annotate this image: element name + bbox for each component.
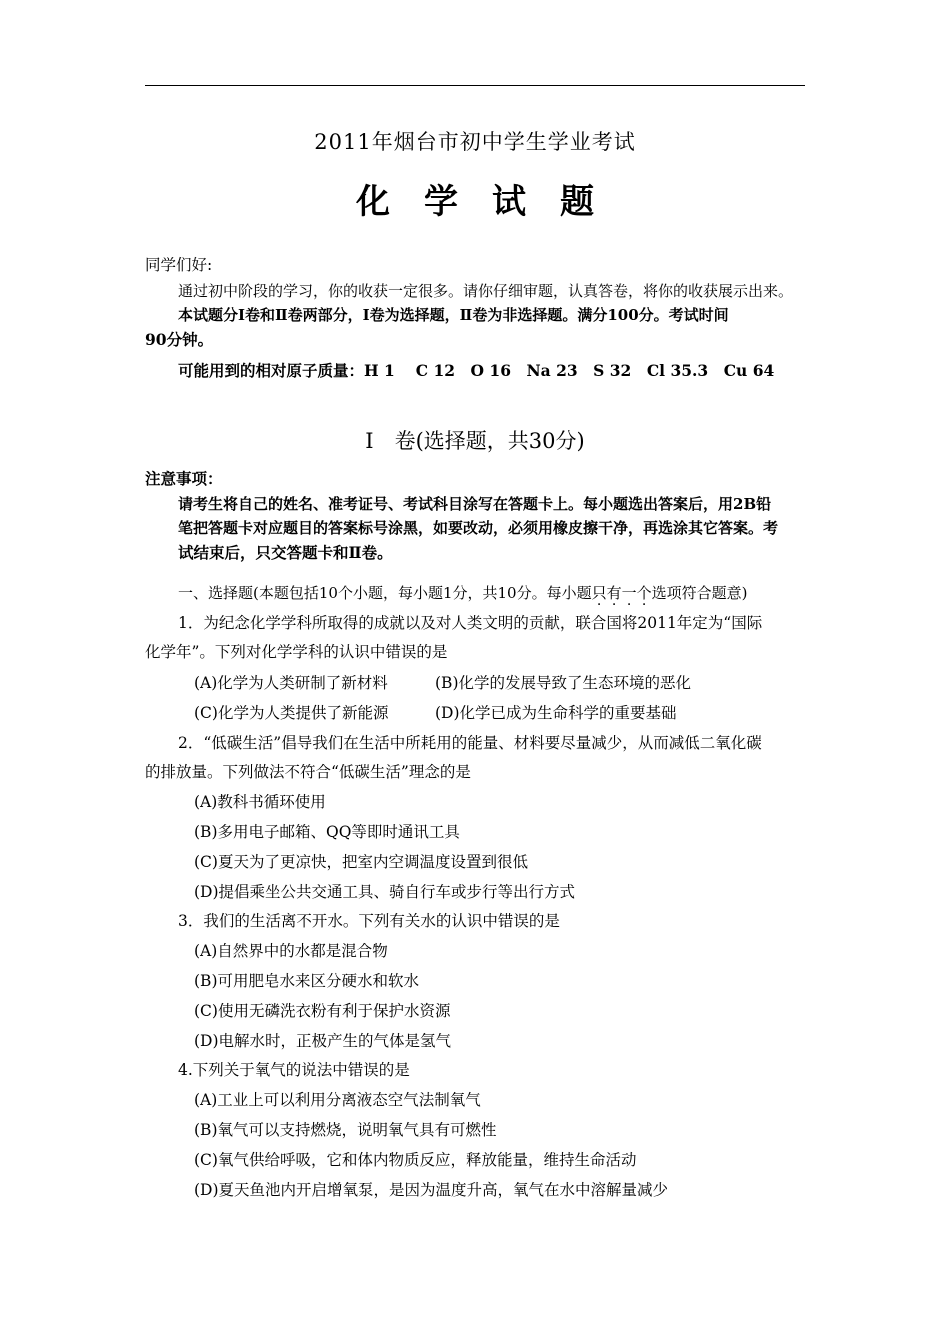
q4-option-c: (C)氧气供给呼吸，它和体内物质反应，释放能量，维持生命活动 — [194, 1151, 637, 1169]
section1-suffix: 选项符合题意) — [651, 584, 748, 602]
header-rule — [145, 85, 805, 86]
notice-heading: 注意事项： — [145, 469, 223, 488]
part1-title: Ⅰ 卷(选择题，共30分) — [365, 429, 585, 453]
rules-line-2: 90分钟。 — [145, 330, 214, 349]
q1-option-c: (C)化学为人类提供了新能源 — [194, 704, 389, 722]
rules-line-1: 本试题分Ⅰ卷和Ⅱ卷两部分，Ⅰ卷为选择题，Ⅱ卷为非选择题。满分100分。考试时间 — [178, 306, 729, 324]
emphasis-char: 有 — [606, 584, 622, 602]
section1-prefix: 一、选择题(本题包括10个小题，每小题1分，共10分。每小题 — [178, 584, 592, 602]
q2-line-1: 2．“低碳生活”倡导我们在生活中所耗用的能量、材料要尽量减少，从而减低二氧化碳 — [178, 734, 762, 752]
emphasis-char: 只 — [591, 584, 607, 602]
q1-line-1: 1．为纪念化学学科所取得的成就以及对人类文明的贡献，联合国将2011年定为“国际 — [178, 614, 763, 632]
q3-option-a: (A)自然界中的水都是混合物 — [194, 942, 388, 960]
section1-heading — [178, 583, 748, 603]
q4-option-b: (B)氧气可以支持燃烧，说明氧气具有可燃性 — [194, 1121, 497, 1139]
atomic-masses: 可能用到的相对原子质量：H 1 C 12 O 16 Na 23 S 32 Cl 35.3 Cu 64 — [178, 361, 775, 380]
q1-option-d: (D)化学已成为生命科学的重要基础 — [435, 704, 677, 722]
q3-option-d: (D)电解水时，正极产生的气体是氢气 — [194, 1032, 452, 1050]
q1-option-a: (A)化学为人类研制了新材料 — [194, 674, 388, 692]
q2-line-2: 的排放量。下列做法不符合“低碳生活”理念的是 — [145, 763, 471, 781]
emphasis-char: 一 — [621, 584, 637, 602]
subject-title: 化 学 试 题 — [356, 182, 594, 222]
q2-option-b: (B)多用电子邮箱、QQ等即时通讯工具 — [194, 823, 460, 841]
exam-title: 2011年烟台市初中学生学业考试 — [314, 130, 636, 154]
q4-option-a: (A)工业上可以利用分离液态空气法制氧气 — [194, 1091, 481, 1109]
q3-option-b: (B)可用肥皂水来区分硬水和软水 — [194, 972, 419, 990]
q3-option-c: (C)使用无磷洗衣粉有利于保护水资源 — [194, 1002, 451, 1020]
q3-stem: 3．我们的生活离不开水。下列有关水的认识中错误的是 — [178, 912, 560, 930]
q4-option-d: (D)夏天鱼池内开启增氧泵，是因为温度升高，氧气在水中溶解量减少 — [194, 1181, 669, 1199]
notice-line-3: 试结束后，只交答题卡和Ⅱ卷。 — [178, 543, 393, 562]
notice-line-2: 笔把答题卡对应题目的答案标号涂黑，如要改动，必须用橡皮擦干净，再选涂其它答案。考 — [178, 519, 779, 537]
q2-option-c: (C)夏天为了更凉快，把室内空调温度设置到很低 — [194, 853, 528, 871]
q2-option-a: (A)教科书循环使用 — [194, 793, 326, 811]
q1-line-2: 化学年”。下列对化学学科的认识中错误的是 — [145, 643, 448, 661]
emphasis-char: 个 — [636, 584, 652, 602]
section1-emphasis — [592, 584, 652, 602]
notice-line-1: 请考生将自己的姓名、准考证号、考试科目涂写在答题卡上。每小题选出答案后，用2B铅 — [178, 495, 772, 513]
intro-line: 通过初中阶段的学习，你的收获一定很多。请你仔细审题，认真答卷，将你的收获展示出来。 — [178, 282, 794, 300]
q1-option-b: (B)化学的发展导致了生态环境的恶化 — [435, 674, 691, 692]
q4-stem: 4.下列关于氧气的说法中错误的是 — [178, 1061, 410, 1079]
greeting: 同学们好: — [145, 256, 213, 274]
q2-option-d: (D)提倡乘坐公共交通工具、骑自行车或步行等出行方式 — [194, 883, 576, 901]
